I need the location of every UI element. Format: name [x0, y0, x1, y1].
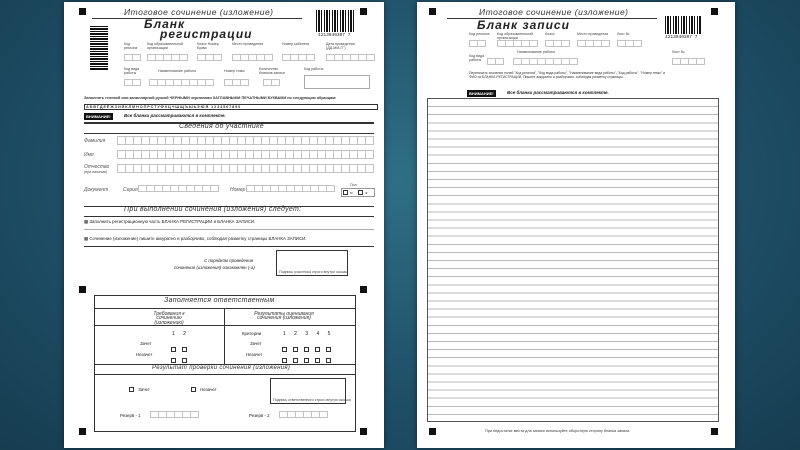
corner-marker [360, 8, 367, 15]
rule-2: ▩ Сочинение (изложение) пишите аккуратно и разборчиво, соблюдая разметку страницы БЛАНКА ЗАПИСИ. [84, 236, 307, 241]
label-sheet-count: Количество бланков записи [259, 67, 285, 75]
rule-1-text: Заполнить регистрационную часть БЛАНКА РЕГИСТРАЦИИ и БЛАНКА ЗАПИСИ. [89, 219, 256, 224]
barcode-number: 4213040307 7 [318, 33, 351, 38]
number-cells[interactable] [246, 185, 335, 192]
column-divider [224, 308, 225, 364]
patronymic-label: Отчество [84, 164, 110, 170]
frame-divider [94, 308, 356, 309]
attention-badge: ВНИМАНИЕ! [86, 114, 111, 119]
sheet-no-cells[interactable] [617, 40, 642, 47]
label-work-code: Код работы [304, 67, 324, 71]
corner-marker [79, 428, 86, 435]
footer-note: При недостатке места для записи используйте оборотную сторону бланка записи. [485, 429, 631, 433]
page-cells[interactable] [672, 58, 705, 65]
participant-signature-caption: Подпись участника строго внутри окошка [279, 270, 349, 274]
room-cells[interactable] [282, 54, 315, 61]
corner-marker [711, 428, 718, 435]
corner-marker [360, 428, 367, 435]
series-label: Серия [123, 187, 138, 193]
reserve2-cells[interactable] [279, 411, 328, 418]
label-class: Класс [545, 32, 555, 36]
name-label: Имя [84, 152, 94, 158]
attention-text: Все бланки рассматриваются в комплекте. [124, 113, 226, 118]
form-title-line2: регистрации [160, 27, 253, 41]
patronymic-cells[interactable] [117, 164, 374, 173]
registration-form-sheet [64, 2, 384, 448]
form-title: Бланк записи [477, 18, 570, 32]
label-work-name: Наименование работы [158, 69, 197, 73]
sheet-header-title: Итоговое сочинение (изложение) [124, 7, 274, 17]
name-cells[interactable] [117, 150, 374, 159]
form-title-line1: Бланк [144, 17, 186, 31]
corner-marker [79, 8, 86, 15]
side-barcode [90, 26, 108, 70]
label-org-code: Код образовательной организации [497, 32, 533, 40]
label-sheet-no: Лист № [617, 32, 630, 36]
corner-marker [79, 286, 86, 293]
barcode-number: 4213040307 7 [665, 35, 698, 40]
gender-label: Пол [350, 183, 357, 187]
rewrite-instruction: Переписать значения полей "Код региона", "Код вида работы", "Наименование вида работы", "Код работы", "Номер темы" и ФИО из БЛАНКА РЕГИСТРАЦИИ. Пишите аккуратно и разборчиво, соблюдая разметку страницы. [469, 71, 665, 80]
frame-divider [94, 374, 356, 375]
sample-letters: АБВГДЕЁЖЗИЙКЛМНОПРСТУФХЦЧШЩЪЫЬЭЮЯ 1234567890 [84, 104, 378, 110]
check-pass-option[interactable] [126, 387, 150, 392]
frame-divider [94, 325, 356, 326]
document-label: Документ [84, 187, 109, 193]
region-code-cells[interactable] [469, 40, 486, 47]
crit2-fail-checkbox[interactable] [293, 358, 298, 363]
criteria-label: Критерии [242, 331, 262, 336]
class-cells[interactable] [545, 40, 570, 47]
label-page: Лист № [672, 50, 685, 54]
corner-marker [360, 286, 367, 293]
crit4-fail-checkbox[interactable] [315, 358, 320, 363]
label-region-code: Код региона [469, 32, 490, 36]
req-pass-label: Зачет [140, 341, 152, 346]
consent-line1: С порядком проведения [204, 258, 254, 263]
corner-marker [429, 428, 436, 435]
label-org-code: Код образовательной организации [147, 42, 183, 50]
gender-male-checkbox[interactable] [343, 190, 348, 195]
section-divider [84, 133, 374, 134]
label-class: Класс Номер Буква [197, 42, 219, 50]
requirements-digits: 1 2 [172, 331, 190, 337]
corner-marker [711, 8, 718, 15]
patronymic-note: (при наличии) [84, 170, 108, 174]
results-title: Результаты оценивания сочинения (изложения) [254, 311, 314, 322]
gender-female-label: ж [365, 191, 368, 195]
label-work-type: Код вида работы [124, 67, 140, 75]
label-region-code: Код региона [124, 42, 138, 50]
rule-divider [84, 229, 374, 230]
label-theme-no: Номер темы [224, 69, 245, 73]
attention-badge: ВНИМАНИЕ! [469, 91, 494, 96]
series-cells[interactable] [138, 185, 219, 192]
section-divider [84, 216, 374, 217]
label-venue: Место проведения [232, 42, 264, 46]
expert-signature-caption: Подпись ответственного строго внутри окошка [273, 398, 351, 402]
rule-1: ▩ Заполнить регистрационную часть БЛАНКА РЕГИСТРАЦИИ и БЛАНКА ЗАПИСИ. [84, 219, 256, 224]
venue-cells[interactable] [232, 54, 273, 61]
reserve2-label: Резерв - 2 [249, 413, 270, 418]
crit3-fail-checkbox[interactable] [304, 358, 309, 363]
req-fail-label: Незачет [136, 352, 153, 357]
date-cells[interactable] [326, 54, 375, 61]
check-pass-label: Зачет [138, 387, 150, 392]
class-cells[interactable] [197, 54, 222, 61]
surname-cells[interactable] [117, 136, 374, 145]
responsible-section-title: Заполняется ответственным [164, 297, 275, 304]
org-code-cells[interactable] [147, 54, 188, 61]
sheet-header-title: Итоговое сочинение (изложение) [479, 7, 629, 17]
check-fail-option[interactable] [188, 387, 217, 392]
participant-section-title: Сведения об участнике [179, 123, 264, 130]
sheet-count-cells[interactable] [263, 79, 280, 86]
theme-no-cells[interactable] [224, 79, 249, 86]
section-divider [84, 246, 374, 247]
label-work-name: Наименование работы [517, 50, 556, 54]
label-venue: Место проведения [577, 32, 609, 36]
criteria-digits: 1 2 3 4 5 [283, 331, 334, 337]
label-date: Дата проведения (ДД-ММ-ГГ) [326, 42, 355, 50]
rules-section-title: При выполнении сочинения (изложения) следует: [124, 206, 302, 213]
reserve1-cells[interactable] [150, 411, 199, 418]
check-fail-label: Незачет [200, 387, 217, 392]
work-type-cells[interactable] [487, 58, 504, 65]
consent-line2: сочинения (изложения) ознакомлен (-а) [174, 265, 255, 270]
fill-instruction: Заполнять гелевой или капиллярной ручкой ЧЕРНЫМИ чернилами ЗАГЛАВНЫМИ ПЕЧАТНЫМИ БУКВАМИ по следующим образцам: [84, 96, 337, 100]
barcode [665, 16, 701, 34]
check-result-title: Результат проверки сочинения (изложения) [152, 365, 291, 371]
label-room: Номер кабинета [282, 42, 310, 46]
rule-2-text: Сочинение (изложение) пишите аккуратно и разборчиво, соблюдая разметку страницы БЛАНКА ЗАПИСИ. [89, 236, 307, 241]
crit-pass-label: Зачет [250, 341, 262, 346]
org-code-cells[interactable] [497, 40, 538, 47]
surname-label: Фамилия [84, 138, 106, 144]
label-work-type: Код вида работы [469, 54, 485, 62]
work-type-cells[interactable] [124, 79, 141, 86]
gender-female-checkbox[interactable] [358, 190, 363, 195]
check-fail-checkbox[interactable] [191, 387, 196, 392]
req1-fail-checkbox[interactable] [171, 358, 176, 363]
number-label: Номер [230, 187, 246, 193]
check-pass-checkbox[interactable] [129, 387, 134, 392]
answer-writing-area[interactable] [427, 98, 719, 422]
reserve1-label: Резерв - 1 [120, 413, 141, 418]
work-name-cells[interactable] [513, 58, 578, 65]
work-name-cells[interactable] [149, 79, 214, 86]
barcode [316, 10, 356, 32]
req2-fail-checkbox[interactable] [182, 358, 187, 363]
venue-cells[interactable] [577, 40, 610, 47]
crit5-fail-checkbox[interactable] [326, 358, 331, 363]
requirements-title: Требования к сочинению (изложению) [153, 311, 185, 326]
crit-fail-label: Незачет [246, 352, 263, 357]
gender-male-label: м [350, 191, 353, 195]
work-code-box[interactable] [304, 75, 370, 89]
attention-text: Все бланки рассматриваются в комплекте. [507, 90, 609, 95]
answer-form-sheet [417, 2, 735, 448]
header-rule [92, 18, 302, 19]
crit1-fail-checkbox[interactable] [282, 358, 287, 363]
region-code-cells[interactable] [124, 54, 141, 61]
corner-marker [429, 8, 436, 15]
